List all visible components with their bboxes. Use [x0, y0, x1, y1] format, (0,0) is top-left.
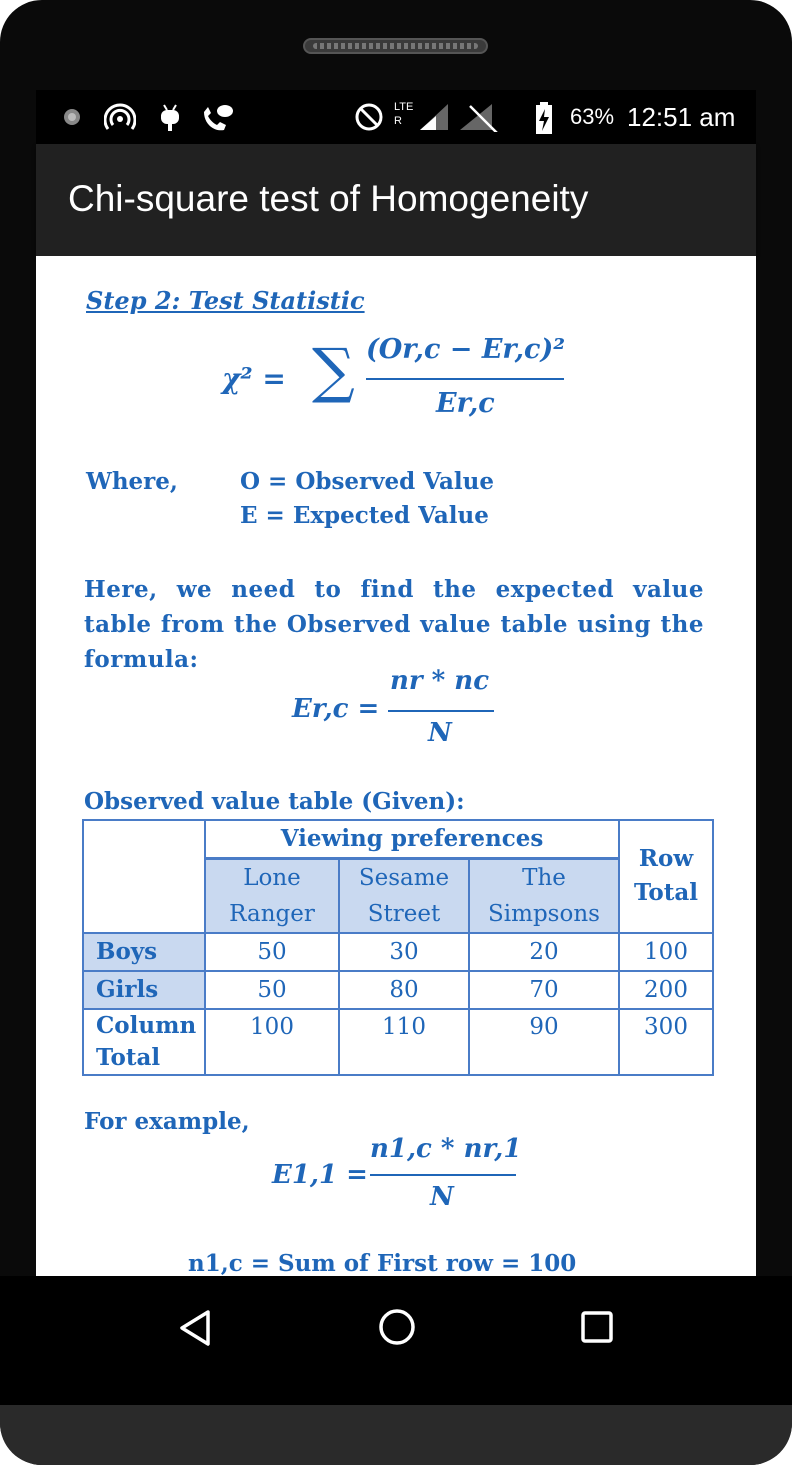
- where-label: Where,: [86, 468, 178, 495]
- table-caption: Observed value table (Given):: [84, 788, 465, 815]
- expected-numerator: nr * nc: [390, 666, 490, 696]
- table-cell: 200: [619, 971, 713, 1009]
- table-corner-cell: [83, 820, 205, 933]
- column-header-sesame-street: Sesame Street: [339, 858, 469, 933]
- table-cell: 90: [469, 1009, 619, 1075]
- no-sim-icon: [456, 102, 504, 132]
- table-row: [83, 1009, 713, 1075]
- expected-lhs: Er,c =: [292, 694, 380, 724]
- back-button[interactable]: [174, 1306, 218, 1350]
- column-header-the-simpsons: The Simpsons: [469, 858, 619, 933]
- android-debug-icon: [158, 102, 182, 132]
- definition-expected: E = Expected Value: [240, 502, 489, 529]
- network-label: LTE R: [394, 101, 414, 127]
- back-triangle-icon: [174, 1306, 218, 1350]
- call-chat-icon: [200, 102, 234, 132]
- recents-button[interactable]: [576, 1306, 620, 1350]
- step-heading: Step 2: Test Statistic: [86, 286, 365, 315]
- table-cell: 100: [205, 1009, 339, 1075]
- table-cell: 100: [619, 933, 713, 971]
- speaker-grille: [303, 38, 488, 54]
- home-circle-icon: [374, 1304, 420, 1350]
- example-numerator: n1,c * nr,1: [370, 1134, 522, 1164]
- group-header: Viewing preferences: [205, 820, 619, 858]
- row-total-header: Row Total: [619, 820, 713, 933]
- battery-percent: 63%: [570, 104, 615, 129]
- table-cell: 70: [469, 971, 619, 1009]
- chi-square-lhs: χ² =: [222, 362, 286, 395]
- table-cell: 80: [339, 971, 469, 1009]
- home-button[interactable]: [374, 1304, 420, 1350]
- navigation-bar: [0, 1276, 792, 1406]
- summation-symbol: ∑: [312, 336, 355, 406]
- table-cell: 20: [469, 933, 619, 971]
- example-label: For example,: [84, 1108, 250, 1135]
- example-lhs: E1,1 =: [272, 1160, 368, 1190]
- expected-fraction-line: [388, 710, 494, 712]
- column-header-lone-ranger: Lone Ranger: [205, 858, 339, 933]
- page-title: Chi-square test of Homogeneity: [68, 178, 589, 219]
- battery-charging-icon: [534, 102, 554, 132]
- example-denominator: N: [430, 1182, 454, 1212]
- lesson-content[interactable]: [36, 256, 756, 1276]
- explanation-paragraph: Here, we need to find the expected value table from the Observed value table using the formula:: [84, 576, 704, 673]
- app-bar: [36, 144, 756, 256]
- table-cell: 110: [339, 1009, 469, 1075]
- observed-value-table: [82, 819, 714, 1076]
- recents-square-icon: [576, 1306, 620, 1350]
- expected-denominator: N: [428, 718, 452, 748]
- table-cell: 50: [205, 971, 339, 1009]
- table-row: [83, 971, 713, 1009]
- device-chin: [0, 1405, 792, 1465]
- dot-icon: [60, 102, 84, 132]
- clock: 12:51 am: [627, 102, 736, 132]
- chi-numerator: (Or,c − Er,c)²: [366, 334, 566, 365]
- example-fraction-line: [370, 1174, 516, 1176]
- row-label-girls: Girls: [83, 971, 205, 1009]
- status-bar: [36, 90, 756, 144]
- lte-signal-icon: [418, 102, 452, 132]
- chi-fraction-line: [366, 378, 564, 380]
- row-sum-line: n1,c = Sum of First row = 100: [188, 1250, 577, 1276]
- row-label-boys: Boys: [83, 933, 205, 971]
- row-label-column-total: Column Total: [83, 1009, 205, 1075]
- definition-observed: O = Observed Value: [240, 468, 494, 495]
- hotspot-icon: [104, 102, 136, 132]
- chi-denominator: Er,c: [436, 388, 495, 419]
- table-cell: 300: [619, 1009, 713, 1075]
- table-cell: 50: [205, 933, 339, 971]
- do-not-disturb-icon: [354, 102, 384, 132]
- table-cell: 30: [339, 933, 469, 971]
- table-row: [83, 933, 713, 971]
